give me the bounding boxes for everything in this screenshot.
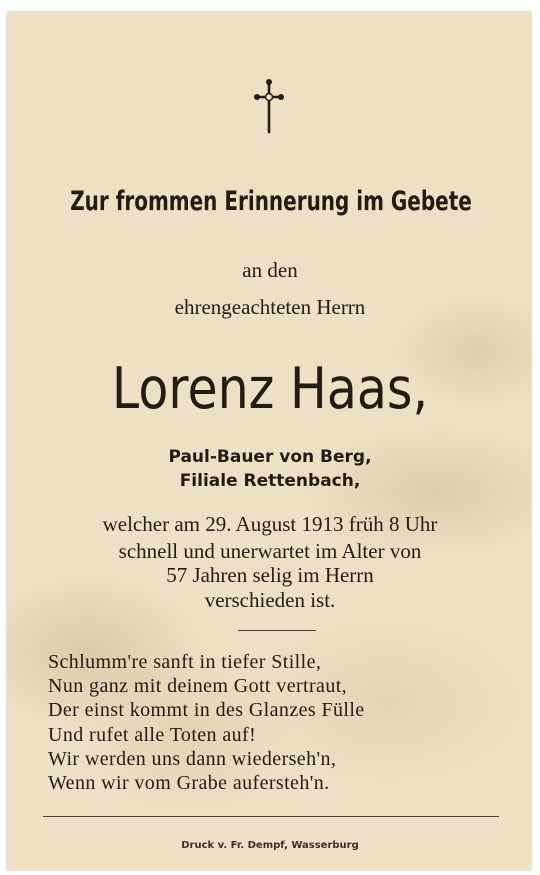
body-line: verschieden ist. (204, 588, 336, 612)
subtitle-line-1: Paul-Bauer von Berg, (168, 447, 372, 467)
body-line: 57 Jahren selig im Herrn (166, 563, 374, 587)
poem-line: Nun ganz mit deinem Gott vertraut, (48, 675, 348, 698)
intro-line-1: an den (242, 258, 298, 282)
body-line: schnell und unerwartet im Alter von (118, 539, 422, 563)
divider-short (238, 630, 316, 631)
poem-line: Der einst kommt in des Glanzes Fülle (48, 699, 365, 722)
printer-imprint: Druck v. Fr. Dempf, Wasserburg (181, 840, 359, 851)
card-heading: Zur frommen Erinnerung im Gebete (70, 186, 472, 217)
intro-line-2: ehrengeachteten Herrn (174, 295, 366, 319)
subtitle-line-2: Filiale Rettenbach, (179, 471, 361, 491)
poem-line: Schlumm're sanft in tiefer Stille, (48, 651, 322, 673)
poem-line: Wir werden uns dann wiederseh'n, (48, 747, 337, 770)
poem-line: Und rufet alle Toten auf! (48, 723, 257, 746)
cross-icon (254, 78, 284, 136)
poem-line: Wenn wir vom Grabe aufersteh'n. (48, 772, 330, 795)
deceased-name: Lorenz Haas, (111, 356, 429, 422)
divider-long (43, 816, 499, 817)
body-line: welcher am 29. August 1913 früh 8 Uhr (102, 512, 438, 536)
poem (48, 650, 365, 795)
